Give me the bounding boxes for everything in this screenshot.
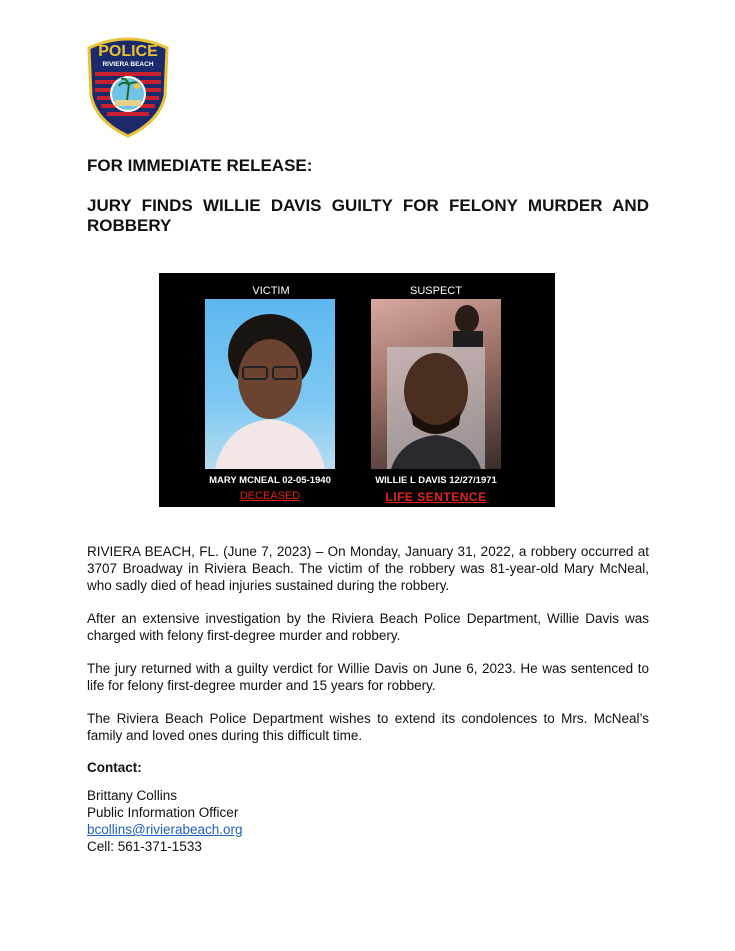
victim-status: DECEASED: [239, 490, 301, 502]
contact-label: Contact:: [87, 760, 142, 775]
contact-email-link[interactable]: bcollins@rivierabeach.org: [87, 822, 243, 837]
victim-photo: [205, 299, 335, 469]
suspect-status: LIFE SENTENCE: [385, 490, 487, 504]
paragraph-condolences: The Riviera Beach Police Department wishes to extend its condolences to Mrs. McNeal’s family and loved ones during this difficult time.: [87, 711, 649, 743]
contact-name: Brittany Collins: [87, 788, 178, 803]
contact-phone: Cell: 561-371-1533: [87, 839, 202, 854]
badge-ribbon-text: RIVIERA BEACH: [102, 61, 154, 68]
release-label: FOR IMMEDIATE RELEASE:: [87, 156, 313, 175]
badge-police-text: POLICE: [98, 43, 158, 60]
paragraph-incident: RIVIERA BEACH, FL. (June 7, 2023) – On Monday, January 31, 2022, a robbery occurred at 3707 Broadway in Riviera Beach. The victim of the robbery was 81-year-old Mary McNeal, who sadly died of head injuries sustained during the robbery.: [87, 544, 649, 593]
paragraph-investigation: After an extensive investigation by the Riviera Beach Police Department, Willie Davis was charged with felony first-degree murder and robbery.: [87, 611, 649, 643]
contact-title: Public Information Officer: [87, 805, 239, 820]
victim-caption: MARY MCNEAL 02-05-1940: [209, 475, 331, 486]
badge-florida-text: FLORIDA: [116, 123, 140, 129]
suspect-heading: SUSPECT: [410, 285, 462, 297]
victim-suspect-photo-panel: [159, 273, 555, 507]
suspect-caption: WILLIE L DAVIS 12/27/1971: [375, 475, 497, 486]
riviera-beach-police-badge-logo: [85, 34, 171, 138]
headline: JURY FINDS WILLIE DAVIS GUILTY FOR FELONY MURDER AND ROBBERY: [87, 196, 649, 235]
victim-heading: VICTIM: [252, 285, 290, 297]
paragraph-verdict: The jury returned with a guilty verdict for Willie Davis on June 6, 2023. He was sentenced to life for felony first-degree murder and 15 years for robbery.: [87, 661, 649, 693]
suspect-photo: [371, 299, 501, 469]
